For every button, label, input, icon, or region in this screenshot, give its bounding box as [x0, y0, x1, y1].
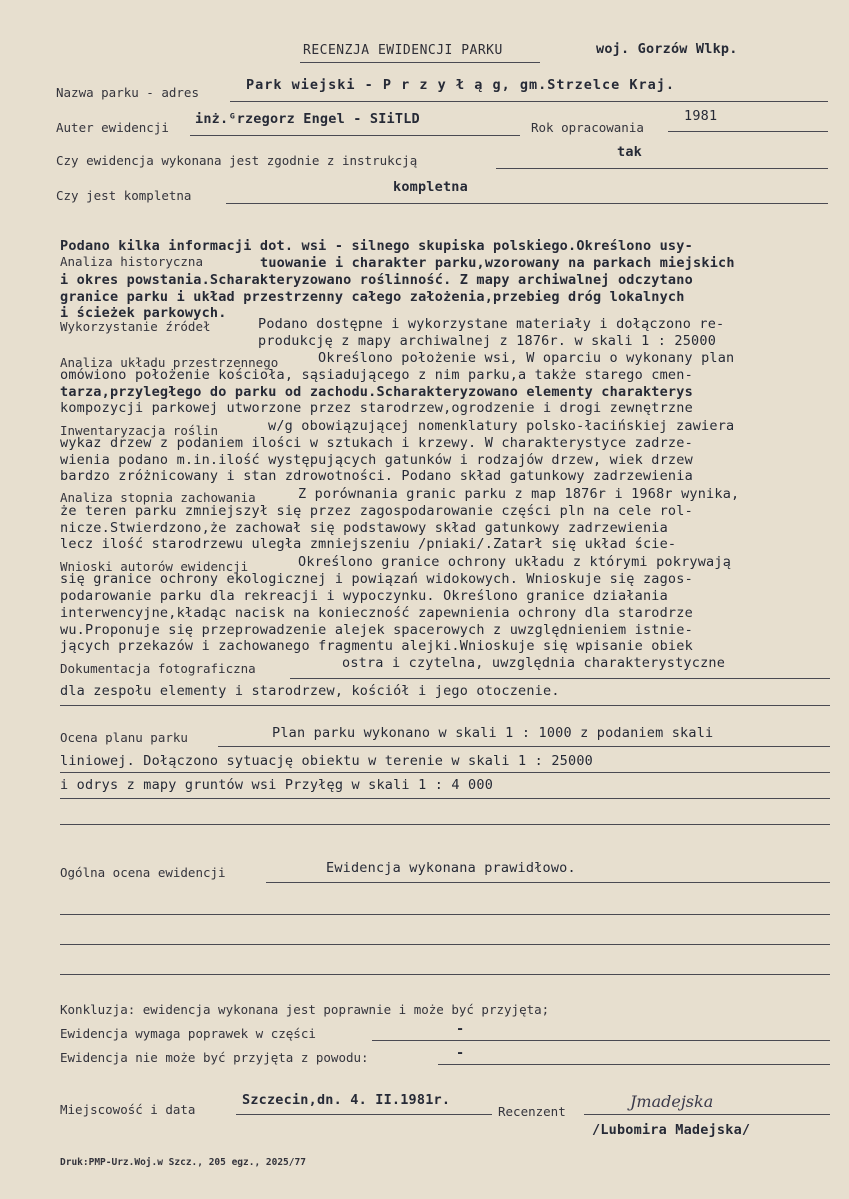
title-underline — [300, 62, 540, 63]
hist-line-4: i ścieżek parkowych. — [60, 305, 227, 321]
year-label: Rok opracowania — [531, 120, 644, 135]
sources-line-0: Podano dostępne i wykorzystane materiały i dołączono re- — [258, 316, 725, 332]
overall-rule-3 — [60, 974, 830, 975]
state-label: Analiza stopnia zachowania — [60, 490, 256, 505]
region-text: woj. Gorzów Wlkp. — [596, 41, 738, 57]
place-value: Szczecin,dn. 4. II.1981r. — [242, 1092, 451, 1108]
rejected-label: Ewidencja nie może być przyjęta z powodu: — [60, 1050, 369, 1065]
year-line — [668, 131, 828, 132]
overall-rule-1 — [60, 914, 830, 915]
layout-line-2: tarza,przyległego do parku od zachodu.Scharakteryzowano elementy charakterys — [60, 384, 693, 400]
overall-value: Ewidencja wykonana prawidłowo. — [326, 860, 576, 876]
concl-line-0: Określono granice ochrony układu z którymi pokrywają — [298, 554, 732, 570]
overall-rule-2 — [60, 944, 830, 945]
photo-line-0: ostra i czytelna, uwzględnia charakterystyczne — [342, 655, 726, 671]
state-line-0: Z porównania granic parku z map 1876r i 1968r wynika, — [298, 486, 740, 502]
sources-line-1: produkcję z mapy archiwalnej z 1876r. w skali 1 : 25000 — [258, 333, 717, 349]
park-name-label: Nazwa parku - adres — [56, 85, 199, 100]
state-line-3: lecz ilość starodrzewu uległa zmniejszeniu /pniaki/.Zatarł się układ ście- — [60, 536, 677, 552]
hist-line-2: i okres powstania.Scharakteryzowano roślinność. Z mapy archiwalnej odczytano — [60, 272, 693, 288]
reviewer-name: /Lubomira Madejska/ — [592, 1122, 751, 1138]
form-title: RECENZJA EWIDENCJI PARKU — [303, 43, 503, 58]
plan-rule-0 — [218, 746, 830, 747]
author-value: inż.ᴳrzegorz Engel - SIiTLD — [195, 111, 420, 127]
plan-rule-2 — [60, 798, 830, 799]
reviewer-label: Recenzent — [498, 1104, 566, 1119]
layout-label: Analiza układu przestrzennego — [60, 355, 279, 370]
instruction-value: tak — [617, 144, 642, 160]
plants-line-1: wykaz drzew z podaniem ilości w sztukach i krzewy. W charakterystyce zadrze- — [60, 435, 693, 451]
place-rule — [236, 1114, 492, 1115]
instruction-line — [496, 168, 828, 169]
print-info: Druk:PMP-Urz.Woj.w Szcz., 205 egz., 2025/77 — [60, 1157, 306, 1168]
hist-line-0: Podano kilka informacji dot. wsi - silnego skupiska polskiego.Określono usy- — [60, 238, 693, 254]
corrections-rule — [372, 1040, 830, 1041]
signature-rule — [584, 1114, 830, 1115]
concl-line-4: wu.Proponuje się przeprowadzenie alejek spacerowych z uwzględnieniem istnie- — [60, 622, 693, 638]
concl-line-5: jących przekazów i zachowanego fragmentu alejki.Wnioskuje się wpisanie obiek — [60, 638, 693, 654]
photo-line-1: dla zespołu elementy i starodrzew, kościół i jego otoczenie. — [60, 683, 560, 699]
layout-line-3: kompozycji parkowej utworzone przez starodrzew,ogrodzenie i drogi zewnętrzne — [60, 400, 693, 416]
place-label: Miejscowość i data — [60, 1102, 196, 1117]
instruction-label: Czy ewidencja wykonana jest zgodnie z instrukcją — [56, 153, 418, 168]
hist-line-1: tuowanie i charakter parku,wzorowany na parkach miejskich — [260, 255, 735, 271]
conclusion-text: Konkluzja: ewidencja wykonana jest poprawnie i może być przyjęta; — [60, 1002, 550, 1017]
sources-label: Wykorzystanie źródeł — [60, 319, 211, 334]
rejected-rule — [438, 1064, 830, 1065]
park-name-line — [230, 101, 828, 102]
complete-line — [226, 203, 828, 204]
photo-line-rule-0 — [290, 678, 830, 679]
author-label: Auter ewidencji — [56, 120, 169, 135]
layout-line-0: Określono położenie wsi, W oparciu o wykonany plan — [318, 350, 735, 366]
plan-line-2: i odrys z mapy gruntów wsi Przyłęg w skali 1 : 4 000 — [60, 777, 494, 793]
author-line — [190, 135, 520, 136]
photo-line-rule-1 — [60, 705, 830, 706]
hist-line-3: granice parku i układ przestrzenny całego założenia,przebieg dróg lokalnych — [60, 289, 685, 305]
complete-label: Czy jest kompletna — [56, 188, 192, 203]
rejected-value: - — [456, 1045, 465, 1061]
plan-rule-3 — [60, 824, 830, 825]
plants-label: Inwentaryzacja roślin — [60, 423, 219, 438]
photo-label: Dokumentacja fotograficzna — [60, 661, 256, 676]
concl-line-2: podarowanie parku dla rekreacji i wypoczynku. Określono granice działania — [60, 588, 668, 604]
overall-label: Ogólna ocena ewidencji — [60, 865, 226, 880]
park-name-value: Park wiejski - P r z y ł ą g, gm.Strzelce Kraj. — [246, 77, 676, 93]
corrections-value: - — [456, 1021, 465, 1037]
state-line-2: nicze.Stwierdzono,że zachował się podstawowy skład gatunkowy zadrzewienia — [60, 520, 668, 536]
concl-line-1: się granice ochrony ekologicznej i powiązań widokowych. Wnioskuje się zagos- — [60, 571, 693, 587]
plants-line-0: w/g obowiązującej nomenklatury polsko-łacińskiej zawiera — [268, 418, 735, 434]
plan-label: Ocena planu parku — [60, 730, 188, 745]
concl-line-3: interwencyjne,kładąc nacisk na konieczność zapewnienia ochrony dla starodrze — [60, 605, 693, 621]
plan-line-0: Plan parku wykonano w skali 1 : 1000 z podaniem skali — [272, 725, 714, 741]
concl-label: Wnioski autorów ewidencji — [60, 559, 249, 574]
plan-rule-1 — [60, 772, 830, 773]
complete-value: kompletna — [393, 179, 468, 195]
overall-rule-0 — [266, 882, 830, 883]
reviewer-signature: Jmadejska — [630, 1092, 714, 1111]
year-value: 1981 — [684, 108, 718, 124]
layout-line-1: omówiono położenie kościoła, sąsiadującego z nim parku,a także starego cmen- — [60, 367, 693, 383]
state-line-1: że teren parku zmniejszył się przez zagospodarowanie części pln na cele rol- — [60, 503, 693, 519]
corrections-label: Ewidencja wymaga poprawek w części — [60, 1026, 316, 1041]
plants-line-3: bardzo zróżnicowany i stan zdrowotności. Podano skład gatunkowy zadrzewienia — [60, 468, 693, 484]
hist-label: Analiza historyczna — [60, 254, 203, 269]
plants-line-2: wienia podano m.in.ilość występujących gatunków i rodzajów drzew, wiek drzew — [60, 452, 693, 468]
plan-line-1: liniowej. Dołączono sytuację obiektu w terenie w skali 1 : 25000 — [60, 753, 593, 769]
